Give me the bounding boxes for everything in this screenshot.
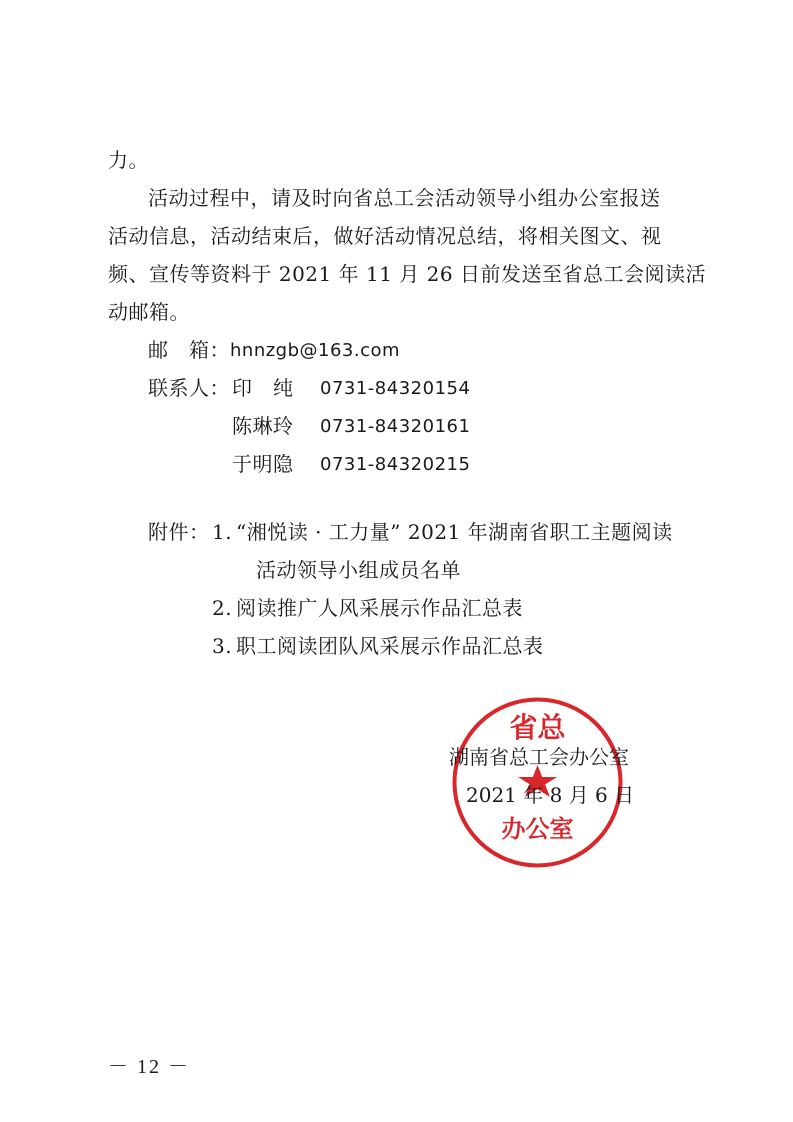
contacts-label: 联系人： (148, 376, 230, 400)
seal-text-bottom: 办公室 (501, 814, 574, 843)
email-value: hnnzgb@163.com (230, 340, 401, 361)
paragraph-line: 动邮箱。 (108, 300, 190, 324)
contact-name: 印 纯 (232, 376, 294, 400)
email-label: 邮 箱： (148, 338, 230, 362)
attachment-number: 2. (212, 596, 233, 620)
paragraph-end: 力。 (108, 148, 149, 172)
contact-phone: 0731-84320161 (320, 416, 471, 437)
attachment-title: 阅读推广人风采展示作品汇总表 (236, 596, 523, 620)
signature-date: 2021 年 8 月 6 日 (466, 783, 635, 807)
attachments-label: 附件： (148, 520, 210, 544)
signature-organization: 湖南省总工会办公室 (449, 745, 629, 769)
paragraph-line: 活动信息，活动结束后，做好活动情况总结，将相关图文、视 (108, 224, 662, 248)
attachment-number: 3. (212, 634, 233, 658)
contact-phone: 0731-84320215 (320, 454, 471, 475)
paragraph-line: 活动过程中，请及时向省总工会活动领导小组办公室报送 (148, 186, 661, 210)
attachment-title-continued: 活动领导小组成员名单 (256, 558, 461, 582)
contact-name: 陈琳玲 (232, 414, 294, 438)
paragraph-line: 频、宣传等资料于 2021 年 11 月 26 日前发送至省总工会阅读活 (108, 262, 706, 286)
attachment-number: 1. (212, 520, 233, 544)
attachment-title: “湘悦读 · 工力量” 2021 年湖南省职工主题阅读 (236, 520, 673, 544)
contact-name: 于明隐 (232, 452, 294, 476)
page-number: － 12 － (108, 1056, 190, 1078)
seal-text-top: 省总 (509, 711, 566, 744)
contact-phone: 0731-84320154 (320, 378, 471, 399)
attachment-title: 职工阅读团队风采展示作品汇总表 (236, 634, 544, 658)
